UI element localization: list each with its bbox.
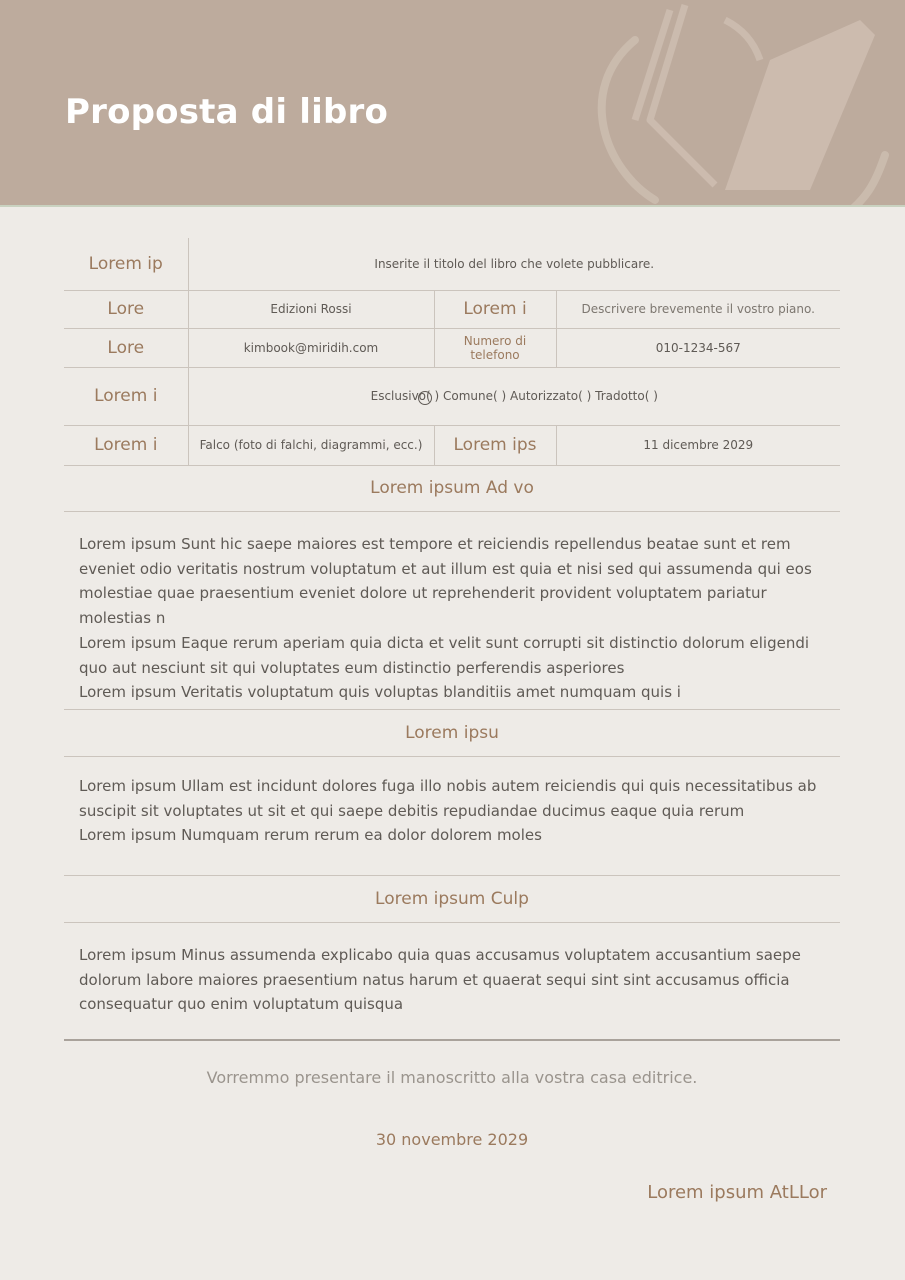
section-title: Lorem ipsum Ad vo: [370, 478, 534, 498]
table-row: [64, 238, 840, 290]
closing-divider: [64, 1039, 840, 1041]
materials-field[interactable]: Falco (foto di falchi, diagrammi, ecc.): [188, 425, 434, 465]
divider: [64, 511, 840, 512]
signature: Lorem ipsum AtLLor: [647, 1182, 827, 1203]
table-row: [64, 328, 840, 367]
radio-circle-icon[interactable]: [418, 391, 432, 405]
phone-field[interactable]: 010-1234-567: [556, 328, 840, 367]
type-label: Lorem i: [64, 367, 188, 425]
divider: [64, 709, 840, 710]
date-label: Lorem ips: [434, 425, 556, 465]
section-body: [79, 943, 831, 1017]
publisher-label: Lore: [64, 290, 188, 328]
table-row: [64, 290, 840, 328]
paragraph: Lorem ipsum Eaque rerum aperiam quia dicta et velit sunt corrupti sit distinctio dolorum eligendi quo aut nesciunt sit qui voluptates eum distinctio perferendis asperiores: [79, 633, 810, 677]
open-book-icon: [575, 0, 905, 205]
header-banner: [0, 0, 905, 205]
paragraph: Lorem ipsum Minus assumenda explicabo quia quas accusamus voluptatem accusantium saepe dolorum labore maiores praesentium natus harum et quaerat sequi sint sint accusamus officia consequatur quo enim voluptatum quisqua: [79, 946, 801, 1014]
title-field[interactable]: Inserite il titolo del libro che volete pubblicare.: [188, 238, 840, 290]
closing-date: 30 novembre 2029: [375, 1130, 529, 1149]
phone-label: Numero di telefono: [434, 328, 556, 367]
divider: [64, 922, 840, 923]
title-label: Lorem ip: [64, 238, 188, 290]
date-field[interactable]: 11 dicembre 2029: [556, 425, 840, 465]
paragraph: Lorem ipsum Sunt hic saepe maiores est tempore et reiciendis repellendus beatae sunt et rem eveniet odio veritatis nostrum voluptatum et aut illum est quia et nisi sed qui assumenda qui eos molestiae quae praesentium eveniet dolore ut reprehenderit provident voluptatem pariatur molestias n: [79, 535, 812, 628]
materials-label: Lorem i: [64, 425, 188, 465]
book-info-table: [64, 238, 840, 466]
section-body: [79, 774, 831, 848]
type-options[interactable]: Esclusivo( ) Comune( ) Autorizzato( ) Tradotto( ): [188, 367, 840, 425]
publisher-field[interactable]: Edizioni Rossi: [188, 290, 434, 328]
plan-field[interactable]: Descrivere brevemente il vostro piano.: [556, 290, 840, 328]
table-row: [64, 367, 840, 425]
table-row: [64, 425, 840, 465]
header-divider: [0, 205, 905, 207]
section-body: [79, 532, 831, 705]
closing-text: Vorremmo presentare il manoscritto alla vostra casa editrice.: [206, 1068, 698, 1087]
plan-label: Lorem i: [434, 290, 556, 328]
paragraph: Lorem ipsum Numquam rerum rerum ea dolor dolorem moles: [79, 826, 542, 845]
section-title: Lorem ipsum Culp: [375, 889, 529, 909]
section-title: Lorem ipsu: [405, 723, 499, 743]
email-label: Lore: [64, 328, 188, 367]
email-field[interactable]: kimbook@miridih.com: [188, 328, 434, 367]
divider: [64, 756, 840, 757]
paragraph: Lorem ipsum Ullam est incidunt dolores fuga illo nobis autem reiciendis qui quis necessitatibus ab suscipit sit voluptates ut sit et qui saepe debitis repudiandae ducimus eaque quia rerum: [79, 777, 817, 820]
divider: [64, 875, 840, 876]
page-title: Proposta di libro: [65, 92, 389, 132]
paragraph: Lorem ipsum Veritatis voluptatum quis voluptas blanditiis amet numquam quis i: [79, 683, 681, 702]
